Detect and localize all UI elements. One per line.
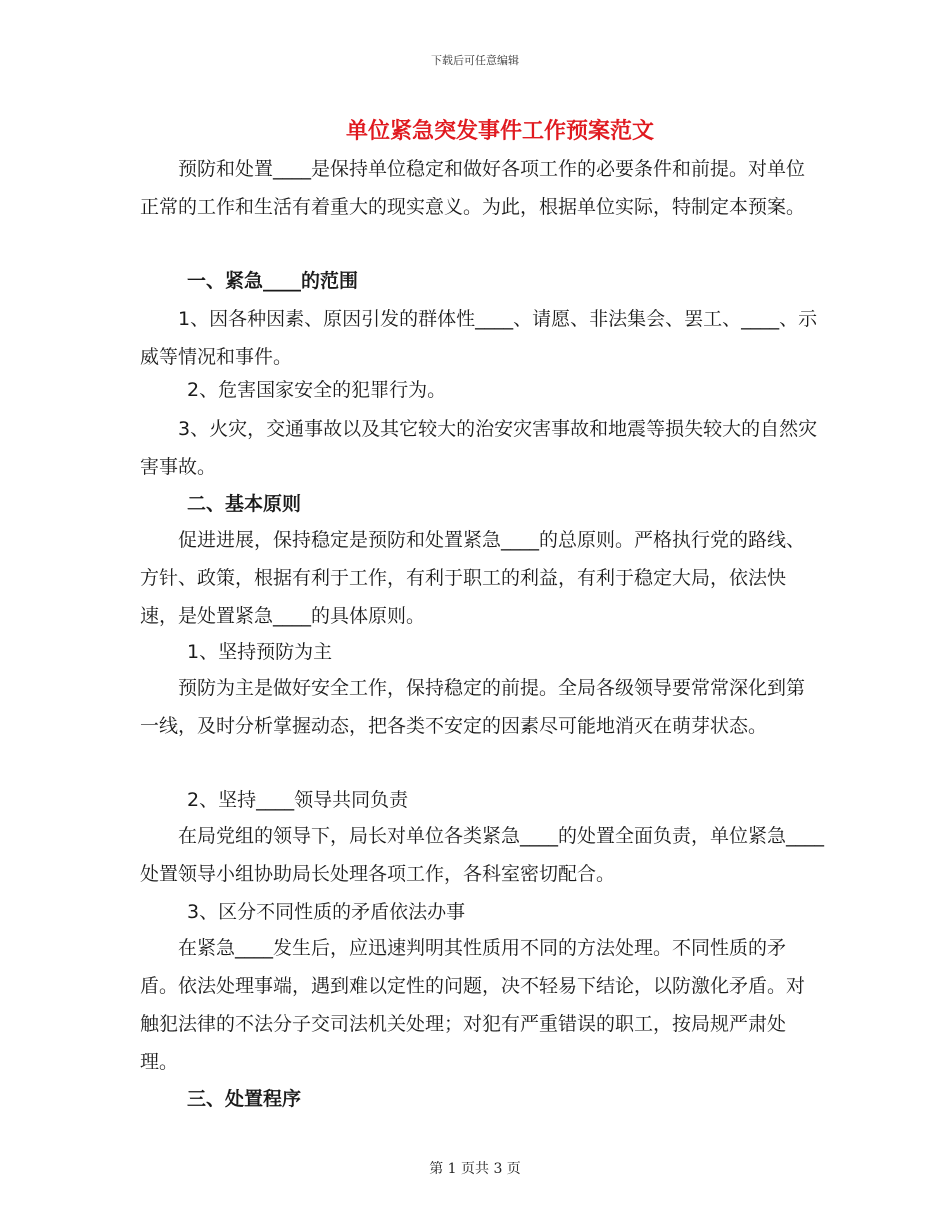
- section2-sub3-title: 3、区分不同性质的矛盾依法办事: [187, 901, 466, 923]
- page-footer: 第 1 页共 3 页: [429, 1161, 521, 1177]
- section2-sub2-text: 在局党组的领导下，局长对单位各类紧急____的处置全面负责，单位紧急____处置领导小组协助局长处理各项工作，各科室密切配合。: [140, 825, 825, 885]
- section2-sub1-text: 预防为主是做好安全工作，保持稳定的前提。全局各级领导要常常深化到第一线，及时分析掌握动态，把各类不安定的因素尽可能地消灭在萌芽状态。: [140, 677, 806, 737]
- section2-sub3-text: 在紧急____发生后，应迅速判明其性质用不同的方法处理。不同性质的矛盾。依法处理事端，遇到难以定性的问题，决不轻易下结论，以防激化矛盾。对触犯法律的不法分子交司法机关处理；对犯有严重错误的职工，按局规严肃处理。: [140, 937, 806, 1073]
- section1-item3: 3、火灾，交通事故以及其它较大的治安灾害事故和地震等损失较大的自然灾害事故。: [140, 418, 818, 478]
- intro-paragraph: 预防和处置____是保持单位稳定和做好各项工作的必要条件和前提。对单位正常的工作和生活有着重大的现实意义。为此，根据单位实际，特制定本预案。: [140, 158, 806, 218]
- section2-heading: 二、基本原则: [187, 493, 302, 515]
- section2-intro: 促进进展，保持稳定是预防和处置紧急____的总原则。严格执行党的路线、方针、政策，根据有利于工作，有利于职工的利益，有利于稳定大局，依法快速，是处置紧急____的具体原则。: [140, 529, 806, 627]
- page-header: 下载后可任意编辑: [431, 54, 519, 67]
- section2-sub1-title: 1、坚持预防为主: [187, 641, 333, 663]
- document-title: 单位紧急突发事件工作预案范文: [345, 119, 654, 144]
- section1-item2: 2、危害国家安全的犯罪行为。: [187, 379, 447, 401]
- section3-heading: 三、处置程序: [187, 1088, 302, 1110]
- section2-sub2-title: 2、坚持____领导共同负责: [187, 789, 409, 811]
- section1-heading: 一、紧急____的范围: [187, 270, 359, 292]
- section1-item1: 1、因各种因素、原因引发的群体性____、请愿、非法集会、罢工、____、示威等情况和事件。: [140, 308, 818, 368]
